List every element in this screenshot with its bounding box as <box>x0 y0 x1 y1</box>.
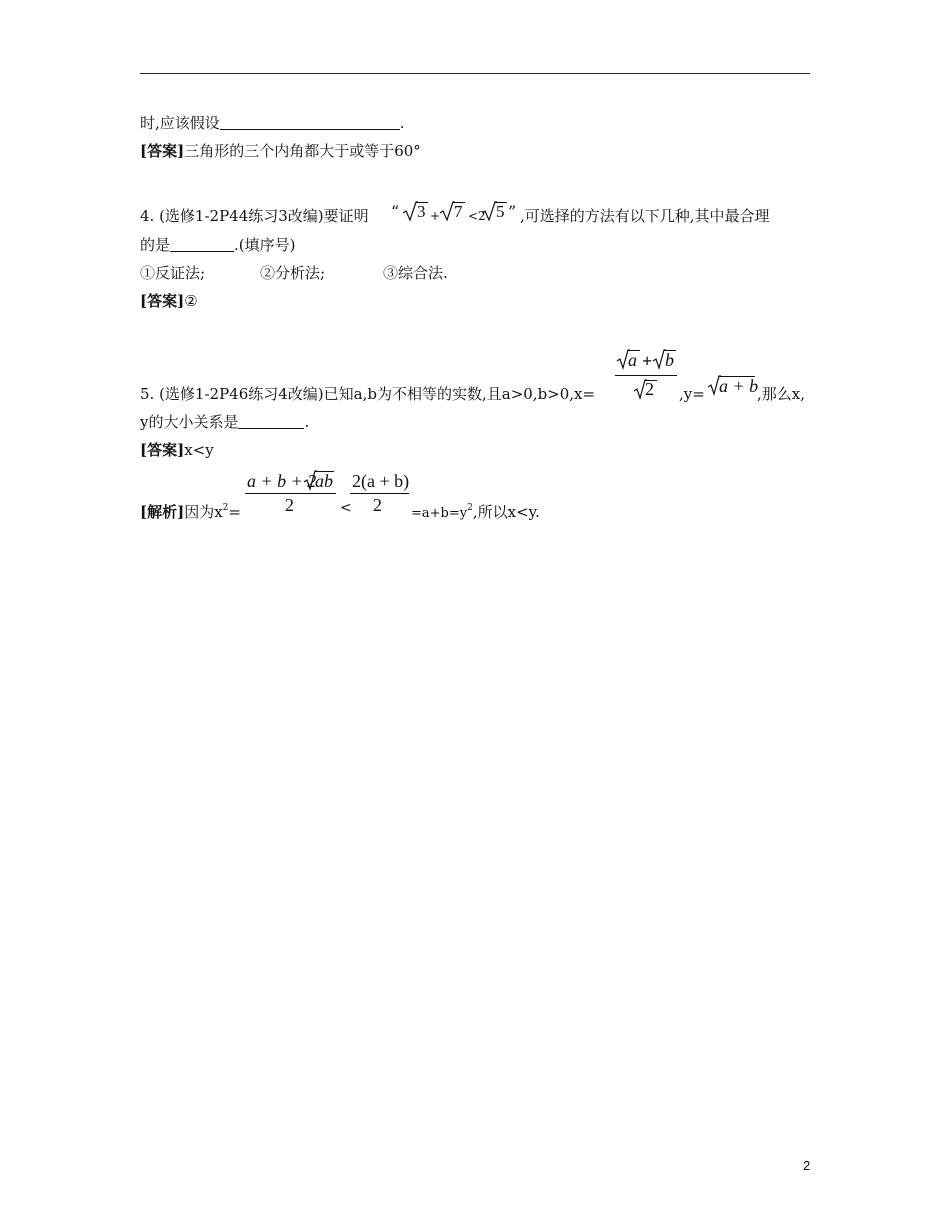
q5-frac1-den: 2 <box>285 495 294 515</box>
q5-y-radicand: a + b <box>719 376 759 396</box>
q4-radicand-1: 3 <box>417 202 426 221</box>
q3-answer-blank <box>220 113 400 130</box>
q4-option-3: ③综合法. <box>383 264 448 282</box>
q5-analysis-tail: $=a+b=y^2$,所以x<y. <box>411 503 540 521</box>
q5-stem-line1: 5. (选修1-2P46练习4改编)已知a,b为不相等的实数,且a>0,b>0,x= <box>140 385 596 403</box>
q5-x-den: 2 <box>645 379 654 399</box>
q4-option-2: ②分析法; <box>260 264 326 282</box>
q5-analysis-lead: [解析]因为$x^2=$ <box>140 503 241 521</box>
q5-tail: ,那么x, <box>757 385 805 403</box>
q5-answer-blank <box>238 412 304 429</box>
q4-option-1: ①反证法; <box>140 264 206 282</box>
q5-x-num-plus: + <box>642 351 653 371</box>
q4-radicand-3: 5 <box>496 202 505 221</box>
q5-stem-line2: y的大小关系是 . <box>140 413 310 431</box>
q3-answer: [答案]三角形的三个内角都大于或等于60° <box>140 142 421 160</box>
sqrt-icon <box>652 348 666 370</box>
q5-analysis-lt: < <box>340 500 352 516</box>
q5-frac1-num: a + b + 2 <box>247 471 317 491</box>
q5-frac2-bar <box>350 493 409 494</box>
q4-lt-2: <2 <box>468 209 486 223</box>
q5-x-num-a: a <box>628 350 637 370</box>
q4-close-quote: ” <box>508 202 517 221</box>
sqrt-icon <box>402 200 418 222</box>
q4-plus: + <box>430 209 441 223</box>
q4-radicand-2: 7 <box>454 202 463 221</box>
header-rule <box>140 73 810 74</box>
q5-frac1-bar <box>245 493 336 494</box>
q5-frac2-num: 2(a + b) <box>352 471 410 491</box>
q5-x-num-b: b <box>665 350 674 370</box>
q4-stem-line2: 的是 .(填序号) <box>140 236 296 254</box>
sqrt-icon <box>439 200 455 222</box>
q4-stem-line1: 4. (选修1-2P44练习3改编)要证明 <box>140 207 369 225</box>
q5-x-fraction-bar <box>615 375 677 376</box>
q5-frac2-den: 2 <box>373 495 382 515</box>
sqrt-icon <box>481 200 497 222</box>
page-number: 2 <box>803 1158 811 1173</box>
q4-open-quote: “ <box>391 202 400 221</box>
q4-stem-suffix: ,可选择的方法有以下几种,其中最合理 <box>520 207 770 225</box>
q5-answer: [答案]x<y <box>140 441 214 459</box>
q3-line1: 时,应该假设 . <box>140 114 405 132</box>
q5-frac1-rad: ab <box>315 471 333 491</box>
q5-y-prefix: ,y= <box>679 385 705 403</box>
q4-answer-blank <box>170 235 234 252</box>
q4-answer: [答案]② <box>140 292 198 310</box>
